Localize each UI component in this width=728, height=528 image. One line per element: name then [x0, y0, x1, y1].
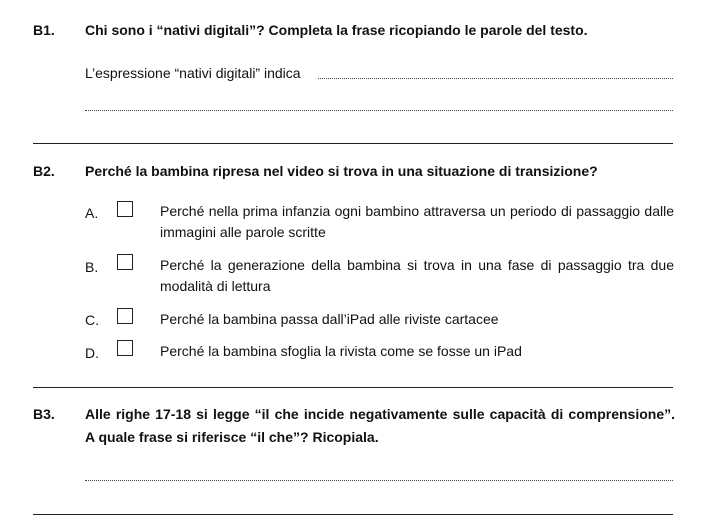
option-b-checkbox[interactable] — [117, 254, 133, 270]
question-b2-text: Perché la bambina ripresa nel video si trova in una situazione di transizione? — [85, 163, 598, 179]
section-divider — [33, 387, 673, 388]
question-b3-text-line1: Alle righe 17-18 si legge “il che incide negativamente sulle capacità di comprensione”. — [85, 406, 675, 422]
option-d-letter: D. — [85, 345, 99, 361]
question-b3-number: B3. — [33, 406, 55, 422]
option-d-checkbox[interactable] — [117, 340, 133, 356]
section-divider — [33, 514, 673, 515]
question-b1-number: B1. — [33, 22, 55, 38]
answer-line-b1-1[interactable] — [318, 78, 673, 79]
question-b3-text-line2: A quale frase si riferisce “il che”? Ricopiala. — [85, 429, 379, 445]
question-b2-number: B2. — [33, 163, 55, 179]
answer-line-b3-1[interactable] — [85, 480, 673, 481]
option-b-letter: B. — [85, 259, 99, 275]
option-a-text: Perché nella prima infanzia ogni bambino attraversa un periodo di passaggio dalle immagini alle parole scritte — [160, 203, 674, 240]
section-divider — [33, 143, 673, 144]
option-c-checkbox[interactable] — [117, 308, 133, 324]
option-a-letter: A. — [85, 205, 99, 221]
option-a-checkbox[interactable] — [117, 201, 133, 217]
option-c-text: Perché la bambina passa dall’iPad alle riviste cartacee — [160, 311, 499, 327]
option-d-text: Perché la bambina sfoglia la rivista come se fosse un iPad — [160, 343, 522, 359]
question-b1-prompt: L’espressione “nativi digitali” indica — [85, 65, 301, 81]
option-c-letter: C. — [85, 312, 99, 328]
option-b-text: Perché la generazione della bambina si trova in una fase di passaggio tra due modalità di lettura — [160, 257, 674, 294]
question-b1-text: Chi sono i “nativi digitali”? Completa la frase ricopiando le parole del testo. — [85, 22, 588, 38]
answer-line-b1-2[interactable] — [85, 110, 673, 111]
